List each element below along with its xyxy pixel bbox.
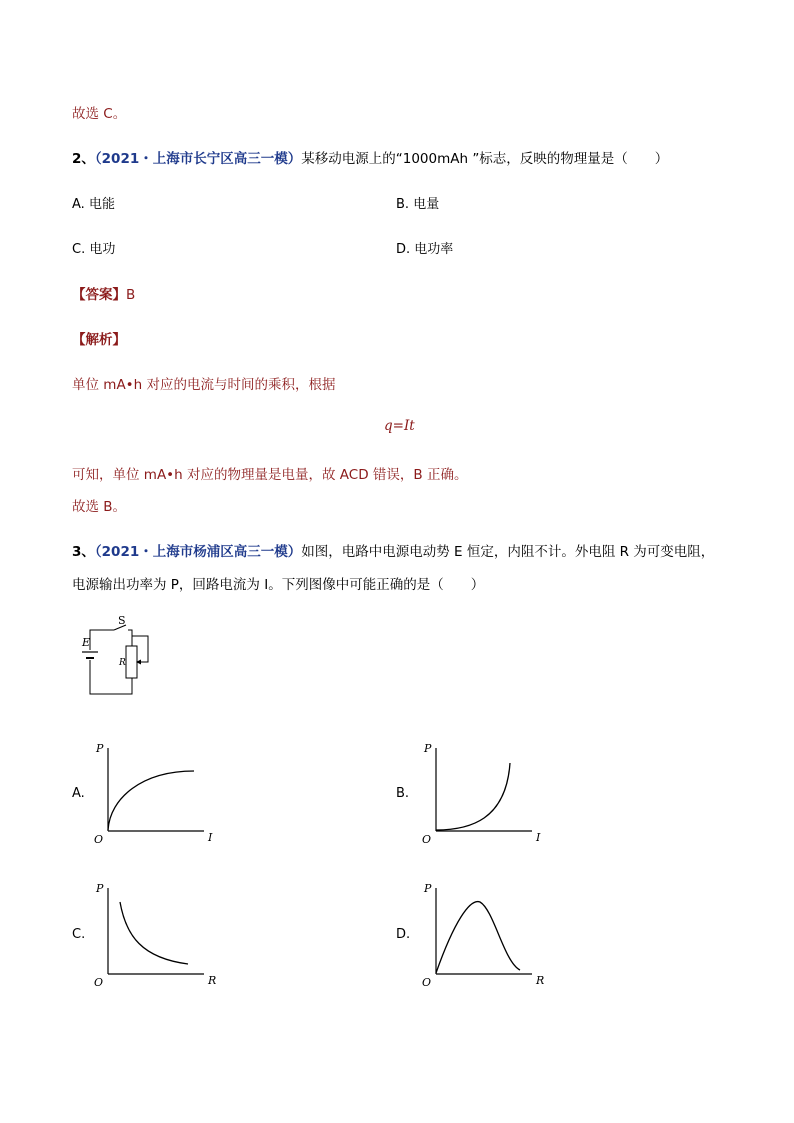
answer-line [72,283,135,303]
graph-c-origin-label: O [94,976,104,989]
circuit-wire-top-right [128,630,132,636]
slider-wire [132,636,148,662]
graph-a-y-label: P [96,742,104,755]
question-2-stem: 某移动电源上的“1000mAh ”标志，反映的物理量是（ ） [301,151,669,167]
switch-label: S [118,614,126,627]
option-b [396,193,439,212]
graph-c-y-label: P [96,882,104,895]
question-3-stem-line-1 [72,540,714,560]
option-d [396,238,453,257]
resistor-label: R [119,658,126,668]
graph-b-origin-label: O [422,833,432,846]
option-b-text: 电量 [413,197,440,212]
answer-value: B [126,287,136,303]
graph-c-label: C. [72,927,86,942]
graph-a-origin-label: O [94,833,104,846]
graph-a-label: A. [72,786,85,801]
option-a-text: 电能 [88,197,115,212]
graph-d-origin-label: O [422,976,432,989]
question-2-number: 2、 [72,151,95,167]
graph-d-curve [436,902,520,973]
question-3-stem-1: 如图，电路中电源电动势 E 恒定，内阻不计。外电阻 R 为可变电阻， [301,544,715,560]
option-a [72,193,115,212]
graph-b-y-label: P [424,742,432,755]
graph-c [92,878,222,990]
graph-b [420,738,550,850]
option-b-label: B. [396,197,410,212]
answer-tag: 【答案】 [72,287,126,303]
graph-d-x-label: R [536,974,545,987]
circuit-wire-top-left [90,630,114,650]
circuit-diagram [70,612,170,702]
emf-label: E [82,636,91,649]
graph-d-y-label: P [424,882,432,895]
graph-c-curve [120,902,188,964]
graph-b-x-label: I [536,831,541,844]
graph-a-curve [108,771,194,830]
question-2-conclusion: 故选 B。 [72,499,127,515]
graph-c-x-label: R [208,974,217,987]
previous-conclusion: 故选 C。 [72,106,127,122]
graph-b-label: B. [396,786,410,801]
formula: q=It [384,418,415,434]
graph-d [420,878,550,990]
option-c-text: 电功 [89,242,116,257]
analysis-tag: 【解析】 [72,332,126,348]
graph-b-curve [436,763,510,830]
option-c-label: C. [72,242,86,257]
analysis-line-2: 可知，单位 mA•h 对应的物理量是电量，故 ACD 错误，B 正确。 [72,467,468,483]
resistor [126,646,137,678]
graph-a-x-label: I [208,831,213,844]
graph-d-label: D. [396,927,411,942]
analysis-line-1: 单位 mA•h 对应的电流与时间的乘积，根据 [72,377,336,393]
option-d-label: D. [396,242,411,257]
question-2-stem-line [72,147,668,167]
option-c [72,238,115,257]
question-3-number: 3、 [72,544,95,560]
question-3-stem-line-2: 电源输出功率为 P，回路电流为 I。下列图像中可能正确的是（ ） [72,577,485,593]
graph-a [92,738,222,850]
question-2-source: （2021・上海市长宁区高三一模） [94,151,302,167]
question-3-source: （2021・上海市杨浦区高三一模） [94,544,302,560]
option-d-text: 电功率 [414,242,454,257]
option-a-label: A. [72,197,85,212]
